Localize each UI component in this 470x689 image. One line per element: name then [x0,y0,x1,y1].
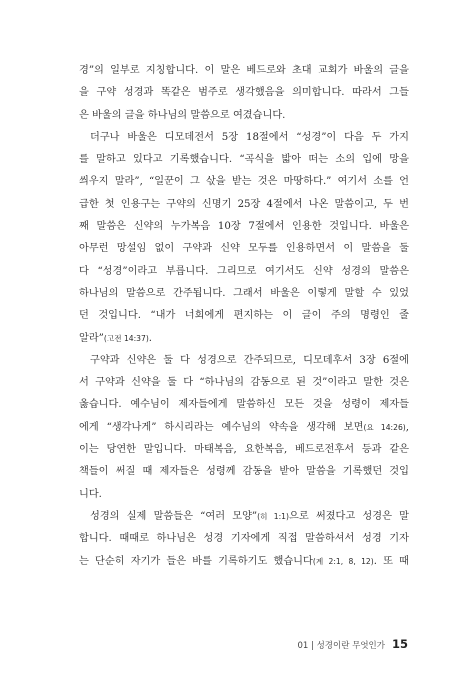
text-line: 는 단순히 자기가 들은 바를 기록하기도 했습니다(계 2:1, 8, 12). 또 때 [79,555,409,567]
text-line: 은 바울의 글을 하나님의 말씀으로 여겼습니다. [79,109,286,121]
text-line: 더구나 바울은 디모데전서 5장 18절에서 “성경”이 다음 두 가지 [90,131,409,143]
running-head: 01 | 성경이란 무엇인가 [297,641,385,651]
text-line: 니다. [79,488,102,500]
text-line: 를 말하고 있다고 기록했습니다. “곡식을 밟아 떠는 소의 입에 망을 [79,154,409,166]
scripture-reference: (히 1:1) [257,511,289,521]
text-line: 성경의 실제 말씀들은 “여러 모양”(히 1:1)으로 써졌다고 성경은 말 [90,510,409,522]
page-footer [298,637,409,651]
scripture-reference: (요 14:26) [363,422,406,432]
scripture-reference: (계 2:1, 8, 12) [312,556,374,566]
text-line: 째 말씀은 신약의 누가복음 10장 7절에서 인용한 것입니다. 바울은 [79,221,409,233]
text-line: 알라”(고전 14:37). [79,332,153,344]
text-line: 씌우지 말라”, “일꾼이 그 삯을 받는 것은 마땅하다.” 여기서 소를 언 [79,176,409,188]
text-line: 서 구약과 신약을 둘 다 “하나님의 감동으로 된 것”이라고 말한 것은 [79,377,409,389]
text-line: 아무런 망설임 없이 구약과 신약 모두를 인용하면서 이 말씀을 둘 [79,243,409,255]
text-line: 하나님의 말씀으로 간주됩니다. 그래서 바울은 이렇게 말할 수 있었 [79,287,409,299]
text-line: 던 것입니다. “내가 너희에게 편지하는 이 글이 주의 명령인 줄 [79,310,409,322]
scripture-reference: (고전 14:37) [103,333,149,343]
text-line: 급한 첫 인용구는 구약의 신명기 25장 4절에서 나온 말씀이고, 두 번 [79,198,409,210]
text-line: 책들이 써질 때 제자들은 성령께 감동을 받아 말씀을 기록했던 것입 [79,466,409,478]
text-line: 합니다. 때때로 하나님은 성경 기자에게 직접 말씀하셔서 성경 기자 [79,533,409,545]
text-line: 구약과 신약은 둘 다 성경으로 간주되므로, 디모데후서 3장 6절에 [90,354,409,366]
text-line: 이는 당연한 말입니다. 마태복음, 요한복음, 베드로전후서 등과 같은 [79,444,409,456]
text-line: 옳습니다. 예수님이 제자들에게 말씀하신 모든 것을 성령이 제자들 [79,399,409,411]
page-number: 15 [391,637,408,651]
text-line: 다 “성경”이라고 부릅니다. 그리므로 여기서도 신약 성경의 말씀은 [79,265,409,277]
text-line: 에게 “생각나게” 하시리라는 예수님의 약속을 생각해 보면(요 14:26), [79,421,409,433]
text-line: 을 구약 성경과 똑같은 범주로 생각했음을 의미합니다. 따라서 그들 [79,87,409,99]
text-line: 경”의 일부로 지칭합니다. 이 말은 베드로와 초대 교회가 바울의 글을 [79,65,409,76]
body-text [79,60,409,573]
